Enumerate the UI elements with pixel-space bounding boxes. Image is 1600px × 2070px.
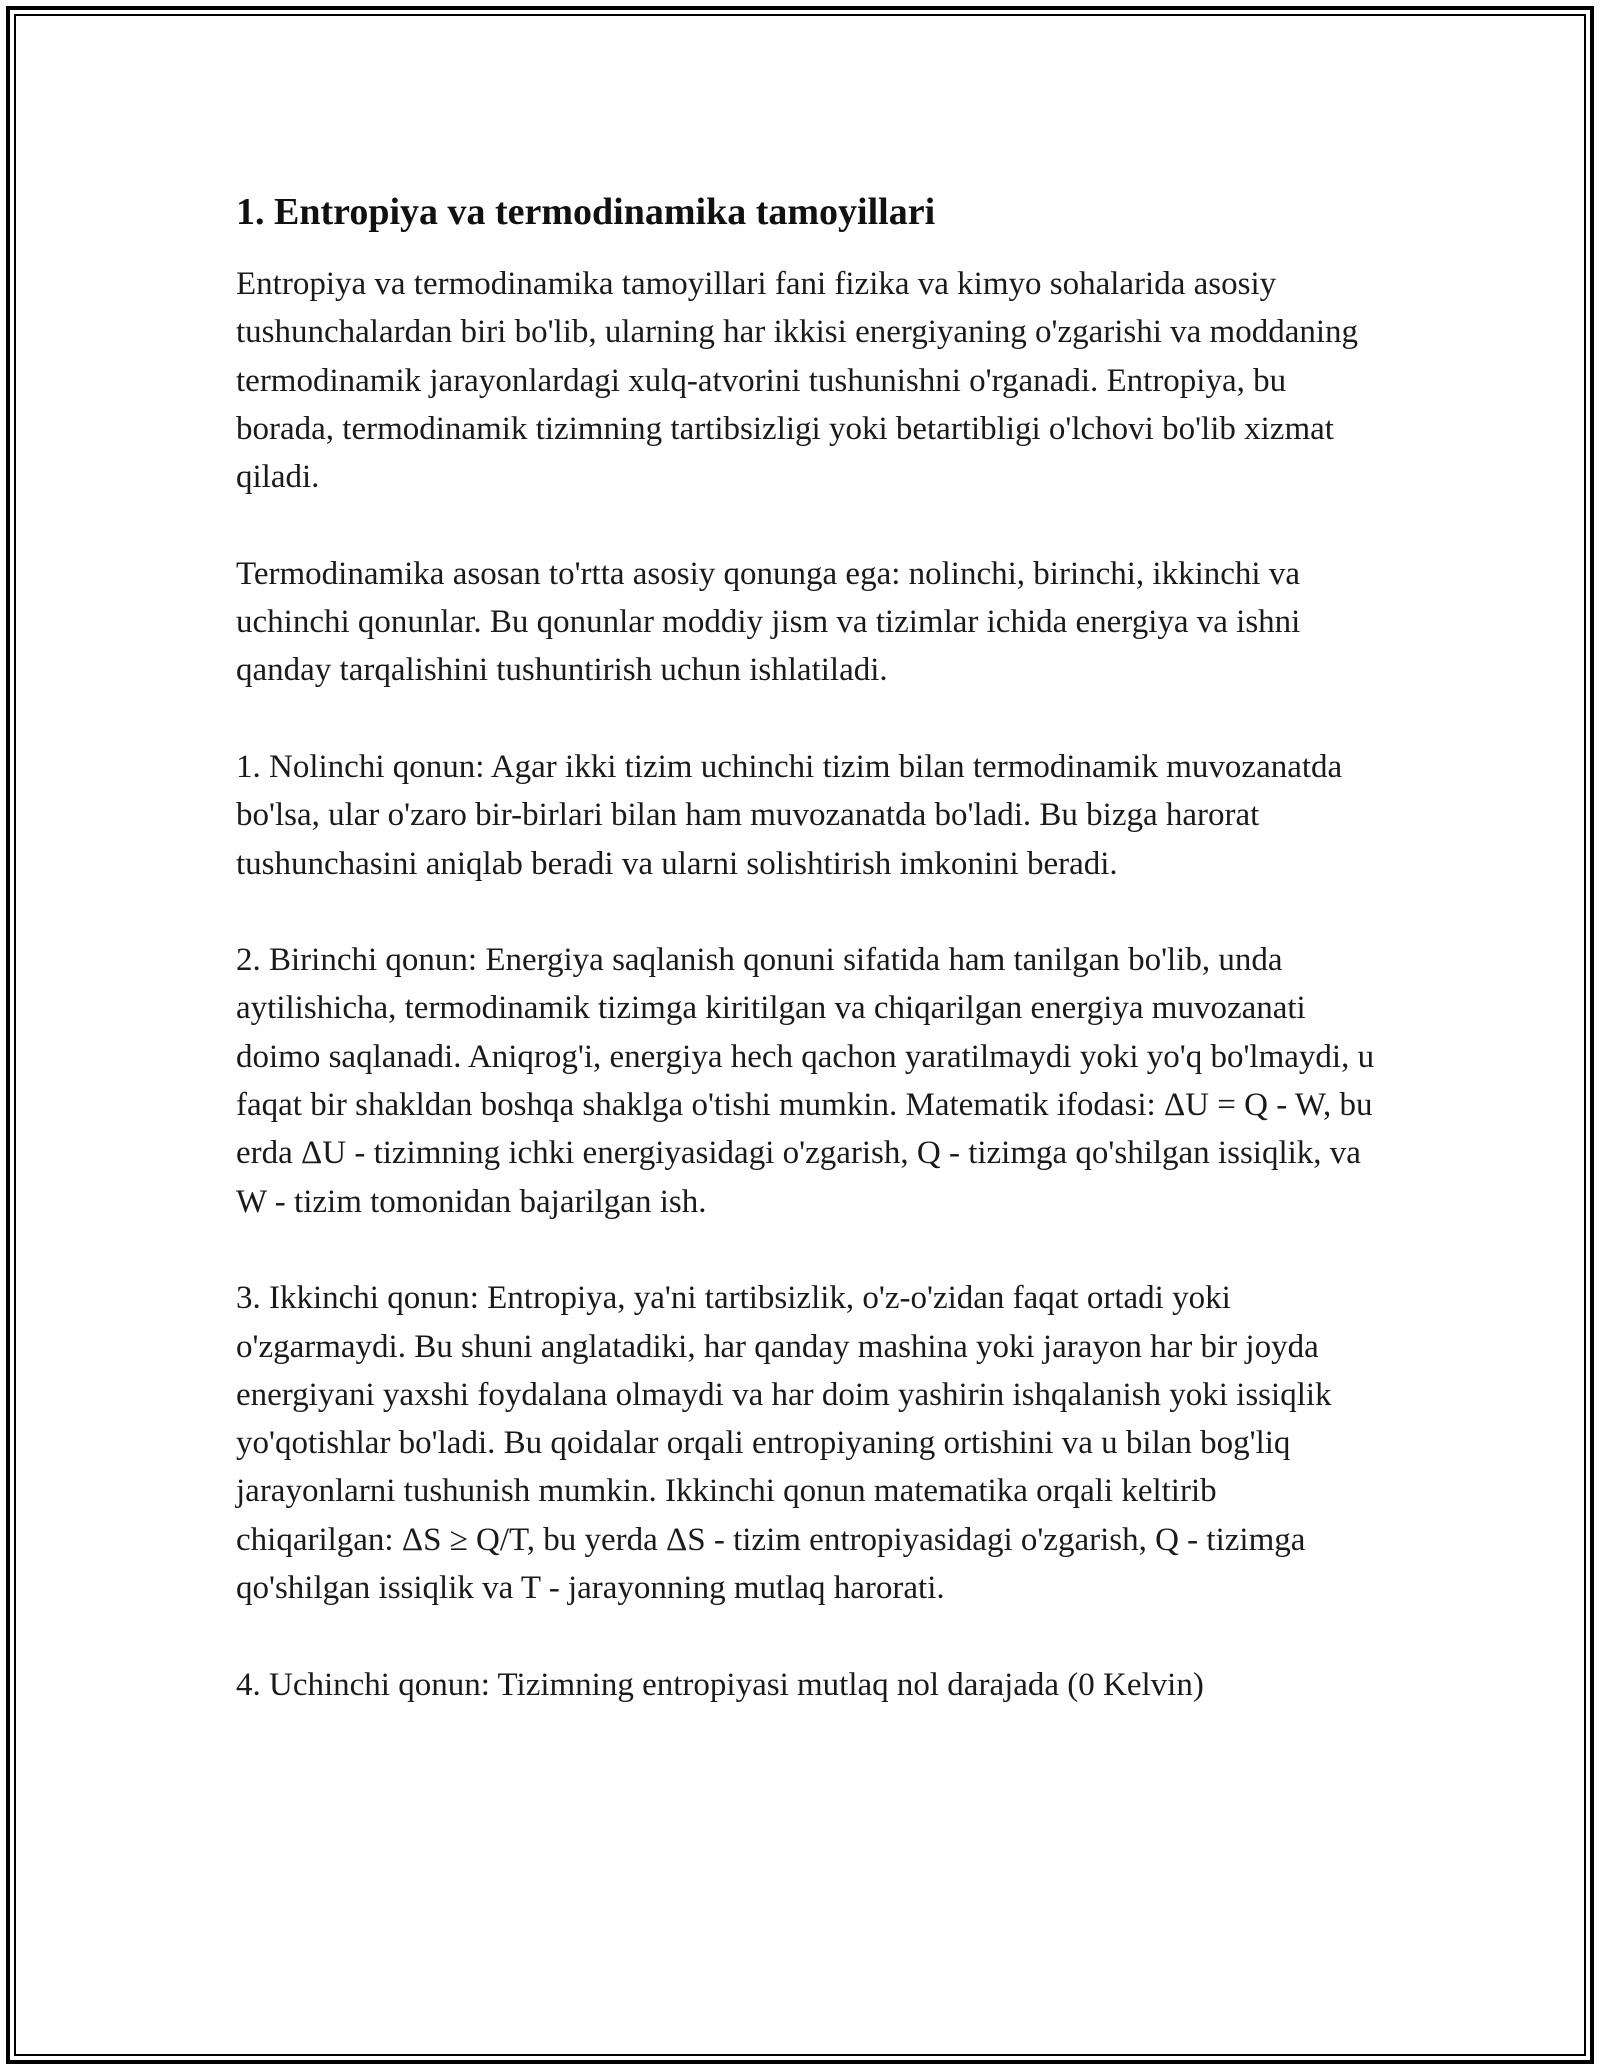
first-law-paragraph: 2. Birinchi qonun: Energiya saqlanish qonuni sifatida ham tanilgan bo'lib, unda aytilishicha, termodinamik tizimga kiritilgan va chiqarilgan energiya muvozanati doimo saqlanadi. Aniqrog'i, energiya hech qachon yaratilmaydi yoki yo'q bo'lmaydi, u faqat bir shakldan boshqa shaklga o'tishi mumkin. Matematik ifodasi: ΔU = Q - W, bu erda ΔU - tizimning ichki energiyasidagi o'zgarish, Q - tizimga qo'shilgan issiqlik, va W - tizim tomonidan bajarilgan ish. xyxy=(236,942,1375,1220)
document-body xyxy=(236,186,1376,1757)
second-law-paragraph: 3. Ikkinchi qonun: Entropiya, ya'ni tartibsizlik, o'z-o'zidan faqat ortadi yoki o'zgarmaydi. Bu shuni anglatadiki, har qanday mashina yoki jarayon har bir joyda energiyani yaxshi foydalana olmaydi va har doim yashirin ishqalanish yoki issiqlik yo'qotishlar bo'ladi. Bu qoidalar orqali entropiyaning ortishini va u bilan bog'liq jarayonlarni tushunish mumkin. Ikkinchi qonun matematika orqali keltirib chiqarilgan: ΔS ≥ Q/T, bu yerda ΔS - tizim entropiyasidagi o'zgarish, Q - tizimga qo'shilgan issiqlik va T - jarayonning mutlaq harorati. xyxy=(236,1280,1332,1607)
third-law-paragraph: 4. Uchinchi qonun: Tizimning entropiyasi mutlaq nol darajada (0 Kelvin) xyxy=(236,1666,1204,1703)
laws-overview-paragraph: Termodinamika asosan to'rtta asosiy qonunga ega: nolinchi, birinchi, ikkinchi va uchinchi qonunlar. Bu qonunlar moddiy jism va tizimlar ichida energiya va ishni qanday tarqalishini tushuntirish uchun ishlatiladi. xyxy=(236,555,1301,689)
zeroth-law-paragraph: 1. Nolinchi qonun: Agar ikki tizim uchinchi tizim bilan termodinamik muvozanatda bo'lsa, ular o'zaro bir-birlari bilan ham muvozanatda bo'ladi. Bu bizga harorat tushunchasini aniqlab beradi va ularni solishtirish imkonini beradi. xyxy=(236,748,1343,882)
document-title: 1. Entropiya va termodinamika tamoyillari xyxy=(236,191,936,233)
intro-paragraph: Entropiya va termodinamika tamoyillari fani fizika va kimyo sohalarida asosiy tushunchalardan biri bo'lib, ularning har ikkisi energiyaning o'zgarishi va moddaning termodinamik jarayonlardagi xulq-atvorini tushunishni o'rganadi. Entropiya, bu borada, termodinamik tizimning tartibsizligi yoki betartibligi o'lchovi bo'lib xizmat qiladi. xyxy=(236,266,1359,496)
